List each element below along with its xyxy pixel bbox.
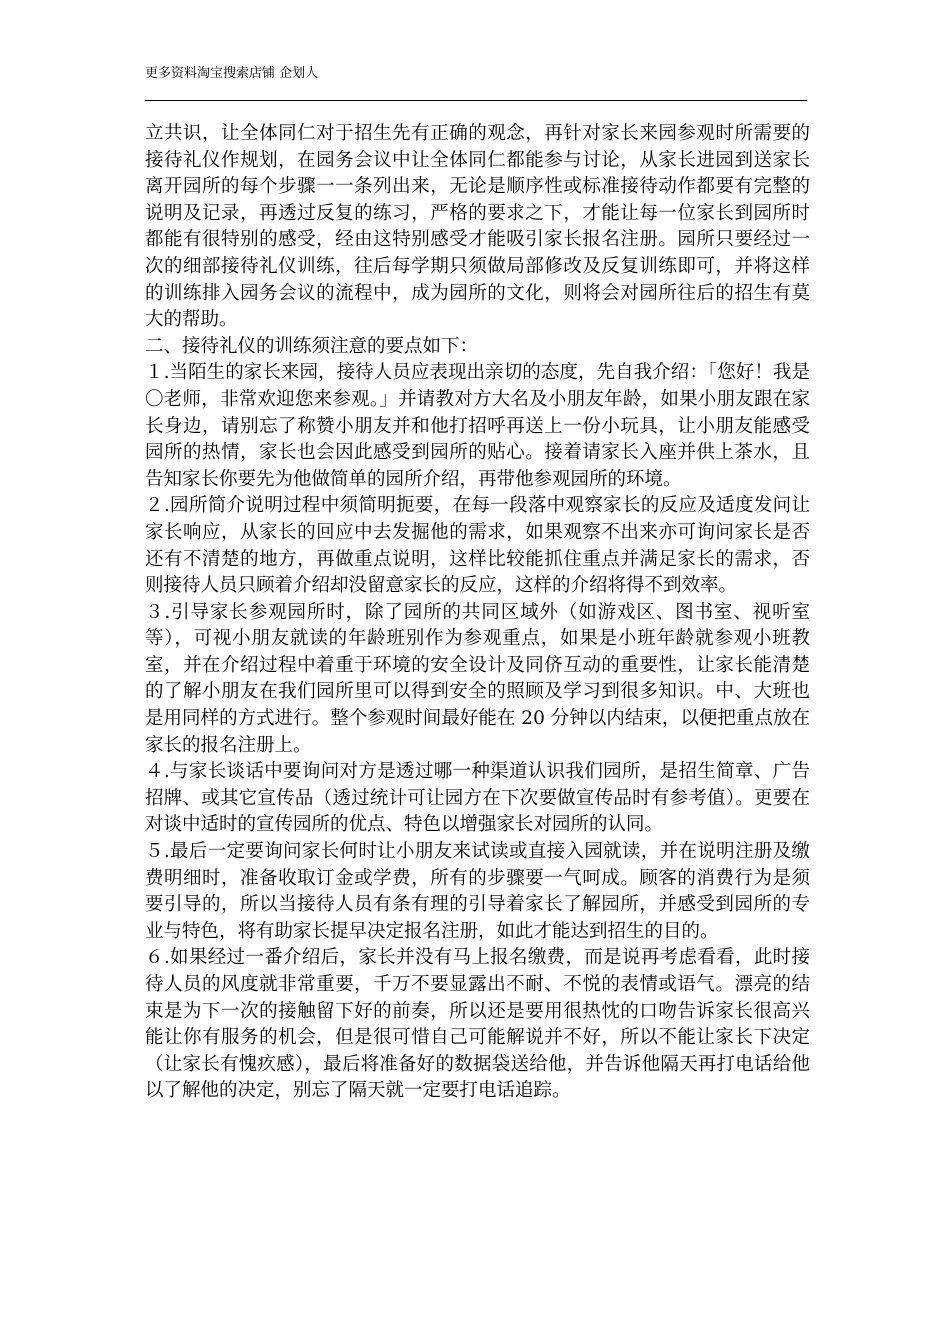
- list-item-4: ４.与家长谈话中要询问对方是透过哪一种渠道认识我们园所，是招生简章、广告招牌、或其它宣传品（透过统计可让园方在下次要做宣传品时有参考值）。更要在对谈中适时的宣传园所的优点、特色以增强家长对园所的认同。: [145, 761, 810, 836]
- section-heading: 二、接待礼仪的训练须注意的要点如下：: [145, 335, 479, 357]
- list-item-3: ３.引导家长参观园所时，除了园所的共同区域外（如游戏区、图书室、视听室等），可视小朋友就读的年龄班别作为参观重点，如果是小班年龄就参观小班教室，并在介绍过程中着重于环境的安全设计及同侪互动的重要性，让家长能清楚的了解小朋友在我们园所里可以得到安全的照顾及学习到很多知识。中、大班也是用同样的方式进行。整个参观时间最好能在 20 分钟以内结束，以便把重点放在家长的报名注册上。: [145, 601, 810, 756]
- list-item-5: ５.最后一定要询问家长何时让小朋友来试读或直接入园就读，并在说明注册及缴费明细时，准备收取订金或学费，所有的步骤要一气呵成。顾客的消费行为是须要引导的，所以当接待人员有条有理的引导着家长了解园所，并感受到园所的专业与特色，将有助家长提早决定报名注册，如此才能达到招生的目的。: [145, 841, 810, 942]
- header-divider: [145, 100, 807, 101]
- list-item-2: ２.园所简介说明过程中须简明扼要，在每一段落中观察家长的反应及适度发问让家长响应，从家长的回应中去发掘他的需求，如果观察不出来亦可询问家长是否还有不清楚的地方，再做重点说明，这样比较能抓住重点并满足家长的需求，否则接待人员只顾着介绍却没留意家长的反应，这样的介绍将得不到效率。: [145, 495, 810, 597]
- list-item-1: １.当陌生的家长来园，接待人员应表现出亲切的态度，先自我介绍：「您好！我是〇老师，非常欢迎您来参观。」并请教对方大名及小朋友年龄，如果小朋友跟在家长身边，请别忘了称赞小朋友并和他打招呼再送上一份小玩具，让小朋友能感受园所的热情，家长也会因此感受到园所的贴心。接着请家长入座并供上茶水，且告知家长你要先为他做简单的园所介绍，再带他参观园所的环境。: [145, 362, 810, 490]
- document-body: [145, 121, 810, 1105]
- paragraph-intro: 立共识，让全体同仁对于招生先有正确的观念，再针对家长来园参观时所需要的接待礼仪作规划，在园务会议中让全体同仁都能参与讨论，从家长进园到送家长离开园所的每个步骤一一条列出来，无论是顺序性或标准接待动作都要有完整的说明及记录，再透过反复的练习，严格的要求之下，才能让每一位家长到园所时都能有很特别的感受，经由这特别感受才能吸引家长报名注册。园所只要经过一次的细部接待礼仪训练，往后每学期只须做局部修改及反复训练即可，并将这样的训练排入园务会议的流程中，成为园所的文化，则将会对园所往后的招生有莫大的帮助。: [145, 123, 810, 331]
- page-header: 更多资料淘宝搜索店铺 企划人: [145, 66, 319, 81]
- list-item-6: ６.如果经过一番介绍后，家长并没有马上报名缴费，而是说再考虑看看，此时接待人员的风度就非常重要，千万不要显露出不耐、不悦的表情或语气。漂亮的结束是为下一次的接触留下好的前奏，所以还是要用很热忱的口吻告诉家长很高兴能让你有服务的机会，但是很可惜自己可能解说并不好，所以不能让家长下决定（让家长有愧疚感），最后将准备好的数据袋送给他，并告诉他隔天再打电话给他以了解他的决定，别忘了隔天就一定要打电话追踪。: [145, 947, 810, 1102]
